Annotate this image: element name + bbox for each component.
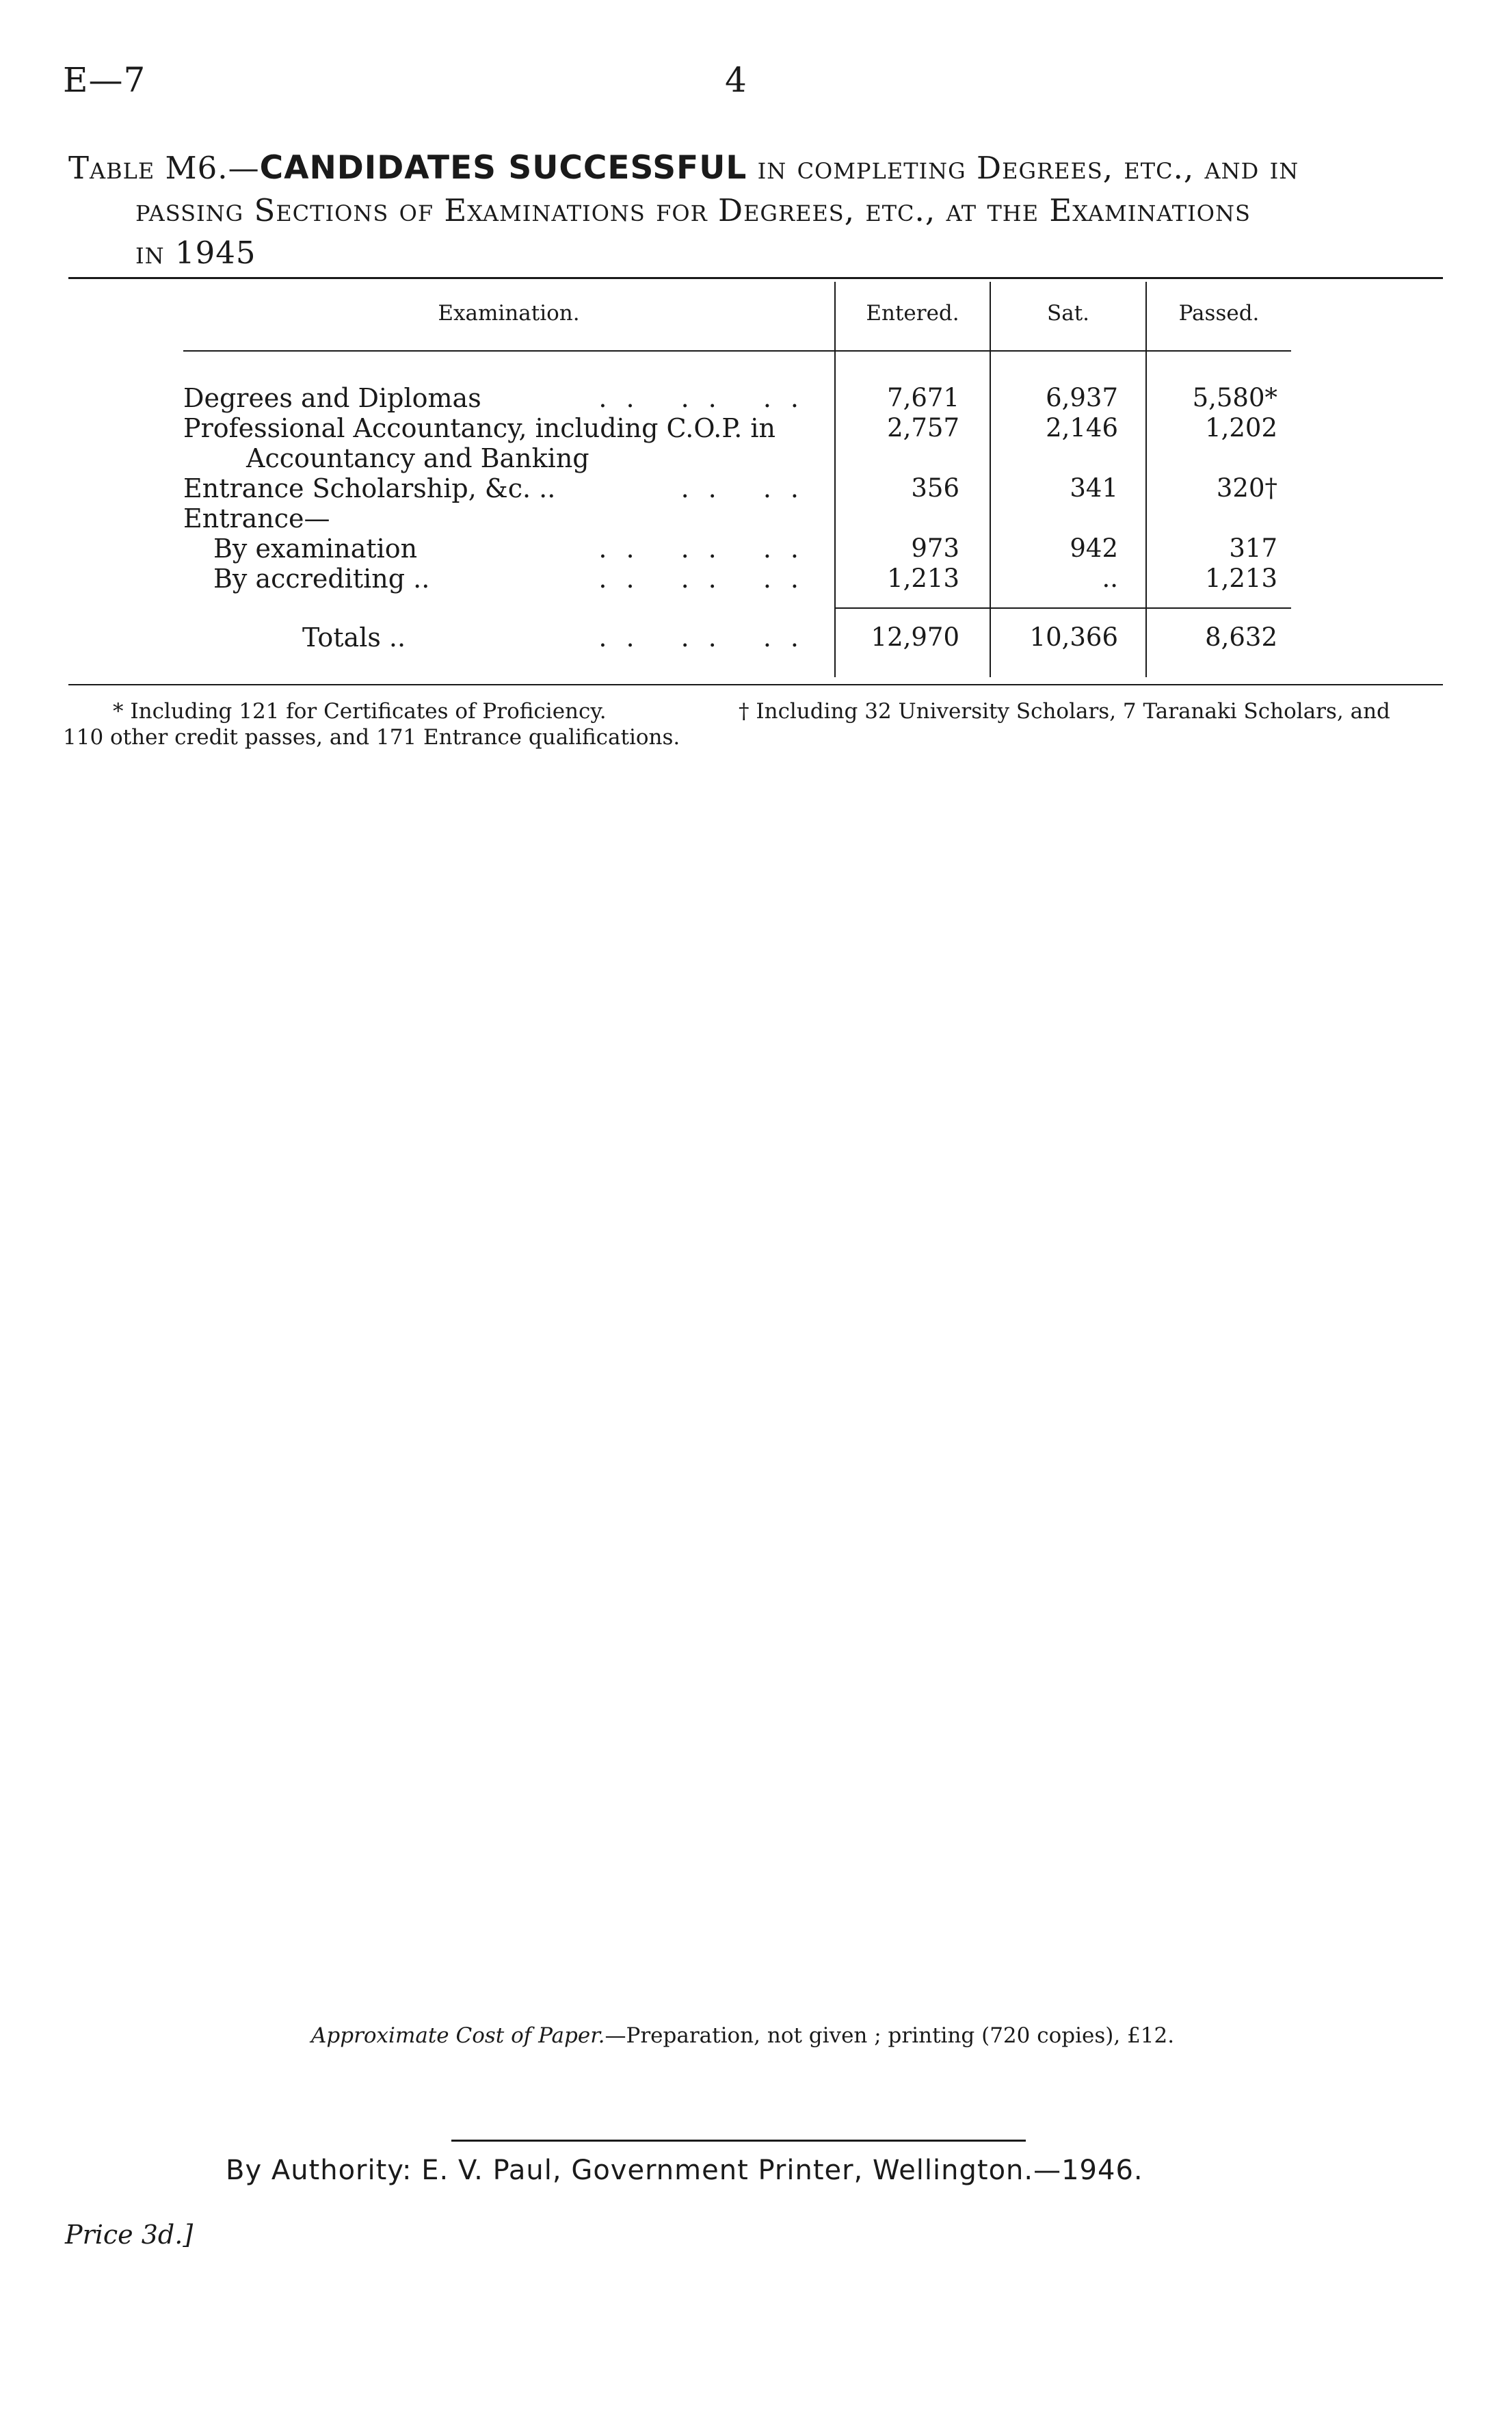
printer-authority: By Authority: E. V. Paul, Government Printer, Wellington.—1946. xyxy=(226,2155,1143,2186)
cell-sat: 2,146 xyxy=(1046,413,1118,443)
price: Price 3d.] xyxy=(65,2220,194,2250)
column-rule-3 xyxy=(1145,282,1147,677)
page-number: 4 xyxy=(725,60,747,100)
table-row-label xyxy=(183,503,821,534)
title-line-2: passing Sections of Examinations for Degrees, etc., at the Examinations xyxy=(135,192,1251,228)
table-row-label xyxy=(213,564,821,594)
cell-passed: 1,202 xyxy=(1205,413,1277,443)
table-top-rule xyxy=(68,277,1443,279)
cell-passed: 317 xyxy=(1229,534,1277,563)
table-bottom-rule xyxy=(68,684,1443,685)
footnote-dagger-line-2: 110 other credit passes, and 171 Entrance qualifications. xyxy=(63,725,680,750)
row-label-text: Entrance— xyxy=(183,503,330,534)
row-label-text: Professional Accountancy, including C.O.P. in xyxy=(183,413,776,443)
column-header-passed: Passed. xyxy=(1178,301,1260,326)
title-line-1 xyxy=(68,147,1443,189)
cell-sat: 341 xyxy=(1070,473,1118,503)
title-prefix: Table M6.— xyxy=(68,150,260,186)
header-bottom-rule xyxy=(183,350,1291,352)
authority-rule xyxy=(451,2140,1026,2142)
column-header-sat: Sat. xyxy=(1046,301,1090,326)
row-label-text: Totals .. xyxy=(302,622,406,653)
leader-dots: .. .. .. xyxy=(598,534,818,564)
cell-entered: 2,757 xyxy=(887,413,959,443)
leader-dots: .. .. .. xyxy=(598,564,818,594)
row-label-text: By examination xyxy=(213,534,418,564)
cell-passed: 5,580* xyxy=(1192,383,1277,412)
totals-row-label xyxy=(302,622,821,653)
cost-note-text: —Preparation, not given ; printing (720 copies), £12. xyxy=(605,2023,1175,2048)
cell-entered: 973 xyxy=(911,534,959,563)
column-rule-1 xyxy=(834,282,836,677)
row-label-text: Degrees and Diplomas xyxy=(183,383,481,413)
title-line-3: in 1945 xyxy=(135,235,256,271)
cost-note xyxy=(311,2023,1174,2048)
leader-dots: .. .. .. xyxy=(598,383,818,413)
title-bold: CANDIDATES SUCCESSFUL xyxy=(259,149,747,187)
totals-rule xyxy=(834,607,1291,609)
footnote-dagger-line-1: † Including 32 University Scholars, 7 Taranaki Scholars, and xyxy=(739,699,1390,724)
cell-passed: 320† xyxy=(1216,473,1277,503)
cell-sat: 942 xyxy=(1070,534,1118,563)
leader-dots: .. .. xyxy=(680,473,818,503)
leader-dots: .. .. .. xyxy=(598,622,818,653)
table-row-label xyxy=(183,413,821,443)
cost-note-label: Approximate Cost of Paper. xyxy=(311,2023,605,2048)
cell-sat: .. xyxy=(1102,564,1118,593)
row-label-text: Entrance Scholarship, &c. .. xyxy=(183,473,556,503)
cell-entered: 1,213 xyxy=(887,564,959,593)
footnote-star: * Including 121 for Certificates of Proficiency. xyxy=(113,699,607,724)
row-label-text: Accountancy and Banking xyxy=(246,443,589,473)
cell-passed-total: 8,632 xyxy=(1205,622,1277,652)
cell-passed: 1,213 xyxy=(1205,564,1277,593)
title-suffix: in completing Degrees, etc., and in xyxy=(747,150,1299,186)
cell-entered: 356 xyxy=(911,473,959,503)
table-title xyxy=(68,147,1443,274)
table-row-label xyxy=(183,473,821,503)
table-row-label xyxy=(183,383,821,413)
cell-sat: 6,937 xyxy=(1046,383,1118,412)
cell-entered: 7,671 xyxy=(887,383,959,412)
cell-sat-total: 10,366 xyxy=(1029,622,1118,652)
table-row-label-continuation xyxy=(246,443,884,473)
table-row-label xyxy=(213,534,821,564)
cell-entered-total: 12,970 xyxy=(871,622,959,652)
column-header-examination: Examination. xyxy=(438,301,580,326)
row-label-text: By accrediting .. xyxy=(213,564,430,594)
column-header-entered: Entered. xyxy=(866,301,959,326)
page-code: E—7 xyxy=(63,60,146,100)
column-rule-2 xyxy=(990,282,991,677)
